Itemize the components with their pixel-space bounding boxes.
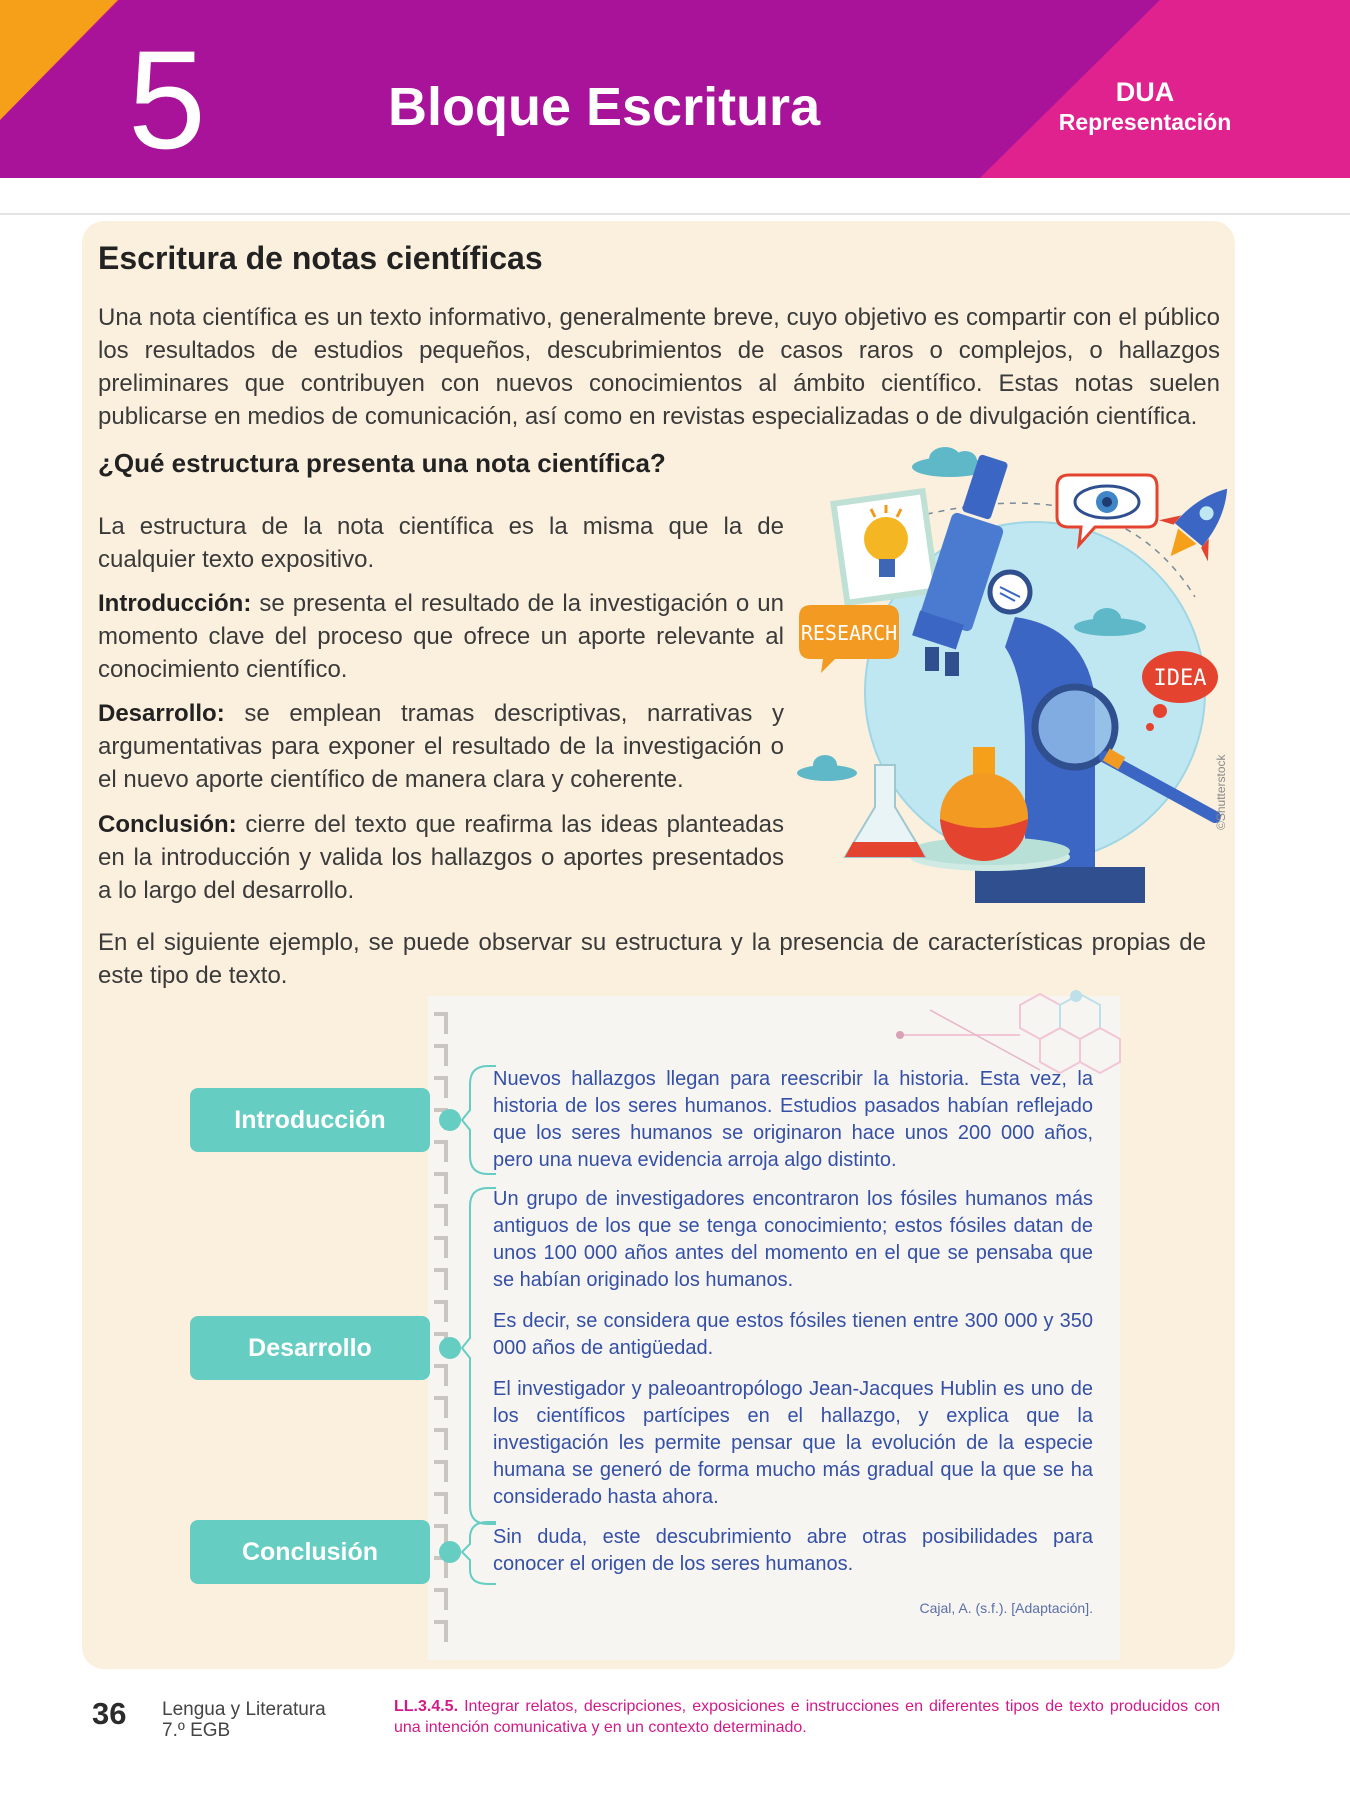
research-label: RESEARCH: [800, 621, 898, 645]
block-title: Bloque Escritura: [388, 77, 821, 137]
part-text: se presenta el resultado de la investigación o un momento clave del proceso que ofrece un aporte relevante al conocimiento científico.: [98, 590, 785, 683]
tag-desarrollo: Desarrollo: [190, 1316, 430, 1380]
example-intro-paragraph: En el siguiente ejemplo, se puede observar su estructura y la presencia de características propias de este tipo de texto.: [98, 929, 1206, 989]
dua-label: DUA: [1115, 77, 1175, 107]
standard-code: LL.3.4.5.: [394, 1698, 459, 1715]
tag-conclusion: Conclusión: [190, 1520, 430, 1584]
dua-type: Representación: [1058, 109, 1232, 135]
tag-introduccion: Introducción: [190, 1088, 430, 1152]
lightbulb-icon: [833, 491, 936, 603]
section-title: Escritura de notas científicas: [98, 240, 543, 276]
page-number: 36: [92, 1696, 127, 1731]
binding-ring: [434, 1622, 446, 1642]
science-illustration: [795, 447, 1255, 917]
page-header: [0, 0, 1350, 178]
structure-question: ¿Qué estructura presenta una nota científica?: [98, 448, 666, 478]
subject-label: [162, 1699, 326, 1741]
example-paragraph-introduccion: Nuevos hallazgos llegan para reescribir la historia. Esta vez, la historia de los seres humanos. Estudios pasados habían reflejado que los seres humanos se originaron hace unos 200 000 años, pero una nueva evidencia arroja algo distinto.: [493, 1068, 1093, 1171]
rocket-icon: [1146, 468, 1252, 577]
example-source: Cajal, A. (s.f.). [Adaptación].: [919, 1600, 1093, 1616]
idea-label: IDEA: [1153, 666, 1207, 691]
unit-number: 5: [128, 21, 202, 178]
subject-name: Lengua y Literatura: [162, 1699, 326, 1720]
intro-paragraph: Una nota científica es un texto informativo, generalmente breve, cuyo objetivo es compartir con el público los resultados de estudios pequeños, descubrimientos de casos raros o complejos, o hallazgos preliminares que contribuyen con nuevos conocimientos al ámbito científico. Estas notas suelen publicarse en medios de comunicación, así como en revistas especializadas o de divulgación científica.: [98, 304, 1220, 430]
example-paragraph-desarrollo: Es decir, se considera que estos fósiles tienen entre 300 000 y 350 000 años de antigüedad.: [493, 1310, 1093, 1359]
binding-ring: [434, 1014, 446, 1034]
part-label: Introducción:: [98, 590, 252, 617]
example-paragraph-desarrollo: El investigador y paleoantropólogo Jean-Jacques Hublin es uno de los científicos partícipes en el hallazgo, y explica que la investigación les permite pensar que la evolución de la especie humana se generó de forma mucho más gradual que la que se ha considerado hasta ahora.: [493, 1378, 1093, 1508]
example-paragraph-conclusion: Sin duda, este descubrimiento abre otras posibilidades para conocer el origen de los seres humanos.: [493, 1526, 1093, 1575]
binding-ring: [434, 1590, 446, 1610]
part-text: cierre del texto que reafirma las ideas planteadas en la introducción y valida los hallazgos o aportes presentados a lo largo del desarrollo.: [98, 811, 784, 904]
header-divider: [0, 213, 1350, 215]
part-label: Conclusión:: [98, 811, 237, 838]
grade-label: 7.º EGB: [162, 1720, 231, 1741]
part-conclusion: [98, 808, 784, 907]
standard-text: Integrar relatos, descripciones, exposiciones e instrucciones en diferentes tipos de texto producidos con una intención comunicativa y en un contexto determinado.: [394, 1698, 1220, 1736]
structure-brackets: [430, 1060, 500, 1590]
curriculum-standard: [394, 1696, 1220, 1738]
part-desarrollo: [98, 697, 784, 796]
part-label: Desarrollo:: [98, 700, 225, 727]
part-text: se emplean tramas descriptivas, narrativas y argumentativas para exponer el resultado de la investigación o el nuevo aporte científico de manera clara y coherente.: [98, 700, 785, 793]
structure-paragraph: La estructura de la nota científica es la misma que la de cualquier texto expositivo.: [98, 513, 784, 573]
image-credit: ©Shutterstock: [1214, 754, 1228, 830]
part-introduccion: [98, 587, 784, 686]
cloud-icon: [797, 755, 857, 781]
example-paragraph-desarrollo: Un grupo de investigadores encontraron los fósiles humanos más antiguos de los que se tenga conocimiento; estos fósiles datan de unos 100 000 años antes del momento en el que se pensaba que se habían originado los humanos.: [493, 1188, 1093, 1291]
dua-badge: [1040, 76, 1250, 136]
